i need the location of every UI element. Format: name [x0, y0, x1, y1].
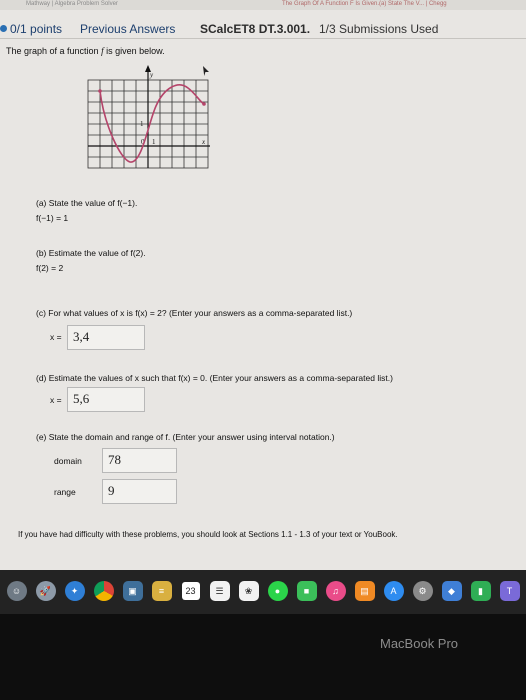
question-b-answer-value: 2: [58, 263, 64, 273]
intro-text-end: is given below.: [103, 46, 165, 56]
browser-tab-chegg[interactable]: The Graph Of A Function F Is Given.(a) State The V... | Chegg: [282, 1, 447, 7]
messages-icon[interactable]: ●: [268, 581, 288, 601]
launchpad-icon[interactable]: 🚀: [36, 581, 56, 601]
preview-icon[interactable]: ▣: [123, 581, 143, 601]
y-axis-label: y: [150, 71, 154, 79]
calendar-icon[interactable]: [181, 581, 201, 601]
finder-icon[interactable]: ☺: [7, 581, 27, 601]
laptop-bezel: [0, 614, 526, 700]
curve-endpoint-left: [98, 89, 102, 93]
range-input[interactable]: 9: [102, 479, 177, 504]
chrome-icon[interactable]: [94, 581, 114, 601]
question-c-answer-field[interactable]: 3,4: [67, 325, 145, 350]
origin-label: 0: [141, 138, 145, 146]
settings-icon[interactable]: ⚙: [413, 581, 433, 601]
question-a-answer-value: 1: [63, 213, 69, 223]
question-b-answer-row: [36, 263, 63, 273]
books-icon[interactable]: ▤: [355, 581, 375, 601]
question-c-answer-label: x =: [50, 332, 62, 342]
header-divider: [0, 38, 526, 39]
points-label: 0/1 points: [10, 22, 63, 36]
question-c-prompt: (c) For what values of x is f(x) = 2? (Enter your answers as a comma-separated list.): [36, 308, 353, 318]
y-tick-one: 1: [140, 120, 144, 128]
problem-intro: [6, 46, 165, 56]
safari-icon[interactable]: ✦: [65, 581, 85, 601]
domain-label: domain: [54, 456, 82, 466]
function-graph: [86, 62, 216, 172]
question-a-answer-label: f(−1) =: [36, 213, 64, 223]
question-a-answer-row: [36, 213, 68, 223]
macos-dock: [0, 570, 526, 614]
notes-icon[interactable]: ≡: [152, 581, 172, 601]
x-tick-one: 1: [152, 138, 156, 146]
numbers-icon[interactable]: ▮: [471, 581, 491, 601]
domain-input[interactable]: 78: [102, 448, 177, 473]
intro-text: The graph of a function: [6, 46, 102, 56]
itunes-icon[interactable]: ♫: [326, 581, 346, 601]
help-note: If you have had difficulty with these problems, you should look at Sections 1.1 - 1.3 of your text or YouBook.: [18, 530, 398, 539]
question-d-prompt: (d) Estimate the values of x such that f(x) = 0. (Enter your answers as a comma-separated list.): [36, 373, 393, 383]
function-curve: [100, 85, 204, 162]
facetime-icon[interactable]: ■: [297, 581, 317, 601]
x-axis-label: x: [202, 138, 206, 146]
question-b-prompt: (b) Estimate the value of f(2).: [36, 248, 146, 258]
question-d-answer-field[interactable]: 5,6: [67, 387, 145, 412]
problem-header: [0, 10, 526, 40]
problem-code: SCalcET8 DT.3.001.: [200, 22, 311, 36]
reminders-icon[interactable]: ☰: [210, 581, 230, 601]
question-b-answer-label: f(2) =: [36, 263, 59, 273]
browser-tab-mathway[interactable]: Mathway | Algebra Problem Solver: [26, 1, 118, 7]
textedit-icon[interactable]: T: [500, 581, 520, 601]
question-e-prompt: (e) State the domain and range of f. (Enter your answer using interval notation.): [36, 432, 335, 442]
keynote-icon[interactable]: ◆: [442, 581, 462, 601]
intro-function-name: f: [101, 46, 104, 56]
photos-icon[interactable]: ❀: [239, 581, 259, 601]
question-d-answer-label: x =: [50, 395, 62, 405]
question-a-prompt: (a) State the value of f(−1).: [36, 198, 138, 208]
curve-endpoint-right: [202, 102, 206, 106]
previous-answers-link[interactable]: Previous Answers: [80, 22, 176, 36]
device-brand-label: MacBook Pro: [380, 636, 459, 651]
appstore-icon[interactable]: A: [384, 581, 404, 601]
range-label: range: [54, 487, 76, 497]
browser-tab-bar: [0, 0, 526, 10]
submissions-count: 1/3 Submissions Used: [319, 22, 439, 36]
calendar-day: 23: [185, 586, 196, 596]
status-dot-icon: [0, 25, 7, 32]
